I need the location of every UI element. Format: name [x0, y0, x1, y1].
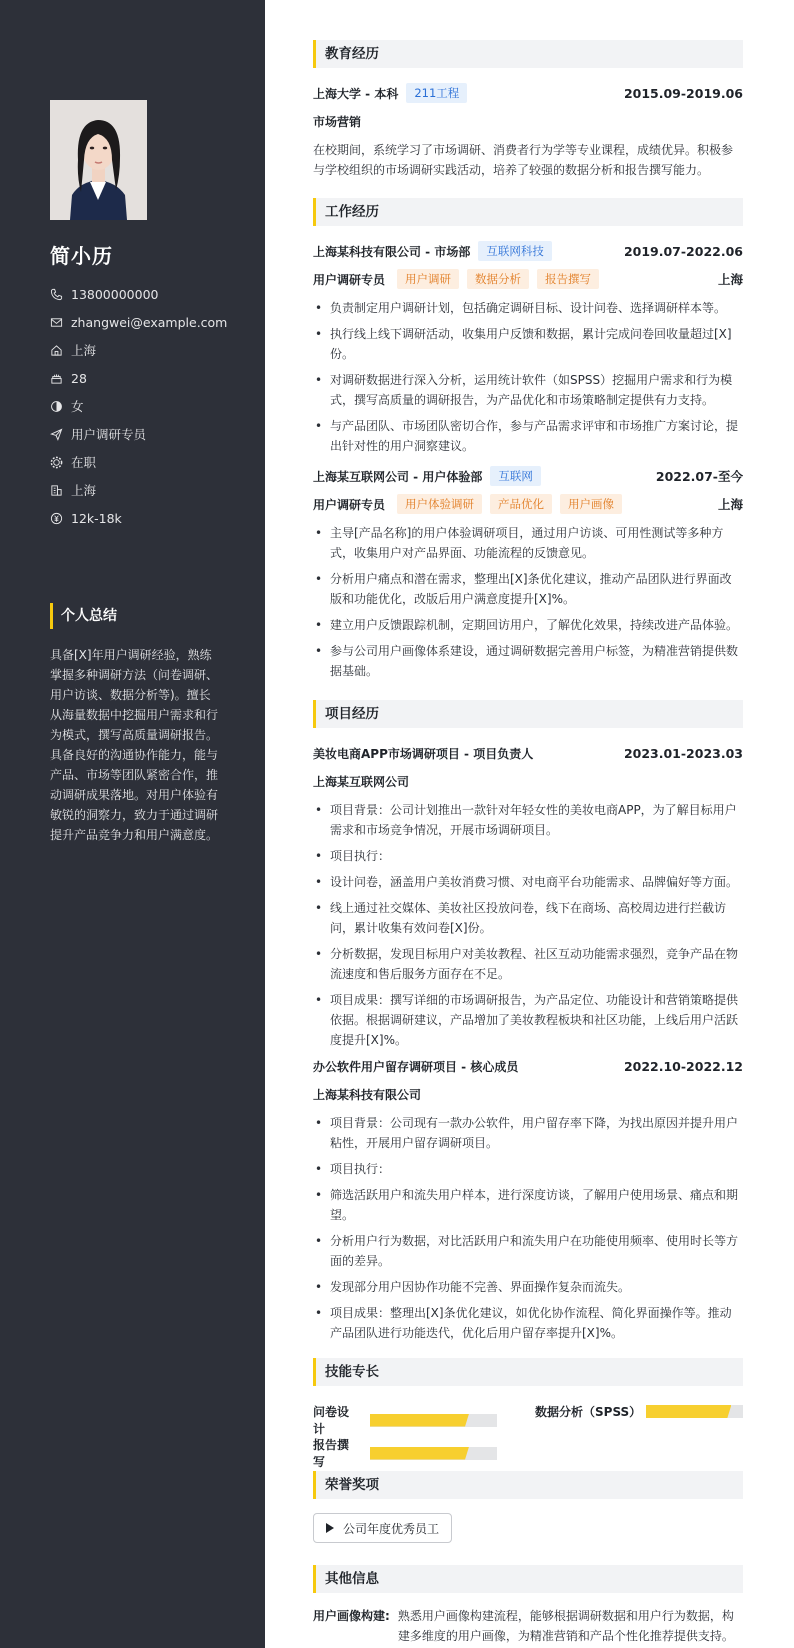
job-2-role-row — [313, 495, 743, 513]
list-item: • 项目背景：公司现有一款办公软件，用户留存率下降，为找出原因并提升用户粘性，开展用户留存调研项目。 — [313, 1113, 743, 1153]
job-2-skill-tag: 用户体验调研 — [397, 494, 482, 514]
play-icon — [326, 1523, 334, 1533]
job-1-role: 用户调研专员 — [313, 272, 386, 287]
phone-icon — [50, 288, 63, 301]
project-2-bullets — [313, 1113, 743, 1349]
skill-name: 数据分析（SPSS） — [535, 1405, 642, 1419]
list-item: • 对调研数据进行深入分析，运用统计软件（如SPSS）挖掘用户需求和行为模式，撰写高质量的调研报告，为产品优化和市场策略制定提供有力支持。 — [313, 370, 743, 410]
work-section-title: 工作经历 — [313, 198, 743, 226]
job-1-skill-tag: 报告撰写 — [537, 269, 599, 289]
info-position-text: 用户调研专员 — [71, 427, 147, 442]
skill-bar-fill — [370, 1447, 469, 1460]
job-2-skill-tag: 产品优化 — [490, 494, 552, 514]
job-2-role: 用户调研专员 — [313, 497, 386, 512]
skill-name: 报告撰写 — [313, 1438, 350, 1469]
list-item: • 项目成果：整理出[X]条优化建议，如优化协作流程、简化界面操作等。推动产品团队进行功能迭代，优化后用户留存率提升[X]%。 — [313, 1303, 743, 1343]
list-item: • 分析数据，发现目标用户对美妆教程、社区互动功能需求强烈，竞争产品在物流速度和售后服务方面存在不足。 — [313, 944, 743, 984]
salary-icon — [50, 512, 63, 525]
skill-item — [313, 1403, 497, 1437]
info-age-text: 28 — [71, 370, 87, 386]
list-item: • 建立用户反馈跟踪机制，定期回访用户，了解优化效果，持续改进产品体验。 — [313, 615, 743, 635]
other-info — [313, 1606, 743, 1646]
info-phone-text: 13800000000 — [71, 286, 159, 302]
education-header — [313, 84, 743, 102]
contact-info-list — [50, 280, 260, 532]
send-icon — [50, 428, 63, 441]
list-item: • 设计问卷，涵盖用户美妆消费习惯、对电商平台功能需求、品牌偏好等方面。 — [313, 872, 743, 892]
info-salary-text: 12k-18k — [71, 510, 122, 526]
list-item: • 线上通过社交媒体、美妆社区投放问卷，线下在商场、高校周边进行拦截访问，累计收集有效问卷[X]份。 — [313, 898, 743, 938]
list-item: • 项目执行： — [313, 1159, 743, 1179]
home-icon — [50, 344, 63, 357]
skill-bar — [646, 1405, 743, 1418]
info-salary — [50, 504, 260, 532]
info-email — [50, 308, 260, 336]
building-icon — [50, 484, 63, 497]
list-item: • 主导[产品名称]的用户体验调研项目，通过用户访谈、可用性测试等多种方式，收集用户对产品界面、功能流程的反馈意见。 — [313, 523, 743, 563]
list-item: • 项目背景：公司计划推出一款针对年轻女性的美妆电商APP，为了解目标用户需求和市场竞争情况，开展市场调研项目。 — [313, 800, 743, 840]
project-1-company: 上海某互联网公司 — [313, 774, 410, 789]
job-1-bullets — [313, 298, 743, 462]
info-phone — [50, 280, 260, 308]
education-school: 上海大学 - 本科 — [313, 86, 399, 101]
status-icon — [50, 456, 63, 469]
project-1-header — [313, 744, 743, 762]
education-description: 在校期间，系统学习了市场调研、消费者行为学等专业课程，成绩优异。积极参与学校组织的市场调研实践活动，培养了较强的数据分析和报告撰写能力。 — [313, 143, 734, 177]
info-age — [50, 364, 260, 392]
info-gender — [50, 392, 260, 420]
info-email-text: zhangwei@example.com — [71, 314, 228, 330]
project-2-name: 办公软件用户留存调研项目 - 核心成员 — [313, 1059, 519, 1074]
project-1-bullets — [313, 800, 743, 1056]
education-tag: 211工程 — [406, 83, 467, 103]
job-1-role-row — [313, 270, 743, 288]
skill-bar-fill — [370, 1414, 469, 1427]
info-city-text: 上海 — [71, 483, 97, 498]
info-status-text: 在职 — [71, 455, 97, 470]
job-1-city: 上海 — [717, 272, 743, 287]
gender-icon — [50, 400, 63, 413]
skill-bar — [370, 1447, 497, 1460]
list-item: • 执行线上线下调研活动，收集用户反馈和数据，累计完成问卷回收量超过[X]份。 — [313, 324, 743, 364]
info-home — [50, 336, 260, 364]
job-2-skill-tag: 用户画像 — [560, 494, 622, 514]
job-2-bullets — [313, 523, 743, 687]
email-icon — [50, 316, 63, 329]
other-info-text: 熟悉用户画像构建流程，能够根据调研数据和用户行为数据，构建多维度的用户画像，为精准营销和产品个性化推荐提供支持。 — [397, 1609, 734, 1643]
education-major: 市场营销 — [313, 114, 362, 129]
job-2-period: 2022.07-至今 — [655, 469, 743, 484]
honors-section-title: 荣誉奖项 — [313, 1471, 743, 1499]
job-1-skill-tag: 用户调研 — [397, 269, 459, 289]
list-item: • 分析用户痛点和潜在需求，整理出[X]条优化建议，推动产品团队进行界面改版和功能优化，改版后用户满意度提升[X]%。 — [313, 569, 743, 609]
other-section-title: 其他信息 — [313, 1565, 743, 1593]
summary-title: 个人总结 — [50, 603, 117, 629]
info-position — [50, 420, 260, 448]
other-info-label: 用户画像构建: — [313, 1609, 390, 1623]
job-2-industry-tag: 互联网 — [490, 466, 541, 486]
job-1-industry-tag: 互联网科技 — [478, 241, 552, 261]
skill-item — [313, 1436, 497, 1470]
skill-name: 问卷设计 — [313, 1405, 350, 1436]
info-status — [50, 448, 260, 476]
projects-section-title: 项目经历 — [313, 700, 743, 728]
list-item: • 参与公司用户画像体系建设，通过调研数据完善用户标签，为精准营销提供数据基础。 — [313, 641, 743, 681]
list-item: • 分析用户行为数据，对比活跃用户和流失用户在功能使用频率、使用时长等方面的差异。 — [313, 1231, 743, 1271]
project-2-company: 上海某科技有限公司 — [313, 1087, 422, 1102]
job-2-company: 上海某互联网公司 - 用户体验部 — [313, 469, 483, 484]
job-1-skill-tag: 数据分析 — [467, 269, 529, 289]
project-1-name: 美妆电商APP市场调研项目 - 项目负责人 — [313, 746, 534, 761]
info-gender-text: 女 — [71, 399, 84, 414]
project-2-period: 2022.10-2022.12 — [623, 1058, 743, 1074]
skill-item — [535, 1403, 743, 1420]
project-2-header — [313, 1057, 743, 1075]
list-item: • 与产品团队、市场团队密切合作，参与产品需求评审和市场推广方案讨论，提出针对性的用户洞察建议。 — [313, 416, 743, 456]
award-item — [313, 1513, 452, 1543]
candidate-name: 简小历 — [50, 244, 113, 268]
skill-bar-fill — [646, 1405, 731, 1418]
sidebar — [0, 0, 265, 1648]
info-home-text: 上海 — [71, 343, 97, 358]
job-2-header — [313, 467, 743, 485]
list-item: • 筛选活跃用户和流失用户样本，进行深度访谈，了解用户使用场景、痛点和期望。 — [313, 1185, 743, 1225]
skill-bar — [370, 1414, 497, 1427]
list-item: • 发现部分用户因协作功能不完善、界面操作复杂而流失。 — [313, 1277, 743, 1297]
project-1-period: 2023.01-2023.03 — [623, 745, 743, 761]
list-item: • 项目执行： — [313, 846, 743, 866]
job-2-city: 上海 — [717, 497, 743, 512]
job-1-company: 上海某科技有限公司 - 市场部 — [313, 244, 471, 259]
info-city — [50, 476, 260, 504]
age-icon — [50, 372, 63, 385]
award-label: 公司年度优秀员工 — [343, 1521, 440, 1536]
avatar — [50, 100, 147, 220]
education-section-title: 教育经历 — [313, 40, 743, 68]
skills-section-title: 技能专长 — [313, 1358, 743, 1386]
job-1-period: 2019.07-2022.06 — [623, 243, 743, 259]
job-1-header — [313, 242, 743, 260]
list-item: • 项目成果：撰写详细的市场调研报告，为产品定位、功能设计和营销策略提供依据。根据调研建议，产品增加了美妆教程板块和社区功能，上线后用户活跃度提升[X]%。 — [313, 990, 743, 1050]
list-item: • 负责制定用户调研计划，包括确定调研目标、设计问卷、选择调研样本等。 — [313, 298, 743, 318]
summary-text: 具备[X]年用户调研经验，熟练掌握多种调研方法（问卷调研、用户访谈、数据分析等)。擅长从海量数据中挖掘用户需求和行为模式，撰写高质量调研报告。具备良好的沟通协作能力，能与产品、市场等团队紧密合作，推动调研成果落地。对用户体验有敏锐的洞察力，致力于通过调研提升产品竞争力和用户满意度。 — [50, 648, 219, 842]
education-period: 2015.09-2019.06 — [623, 85, 743, 101]
